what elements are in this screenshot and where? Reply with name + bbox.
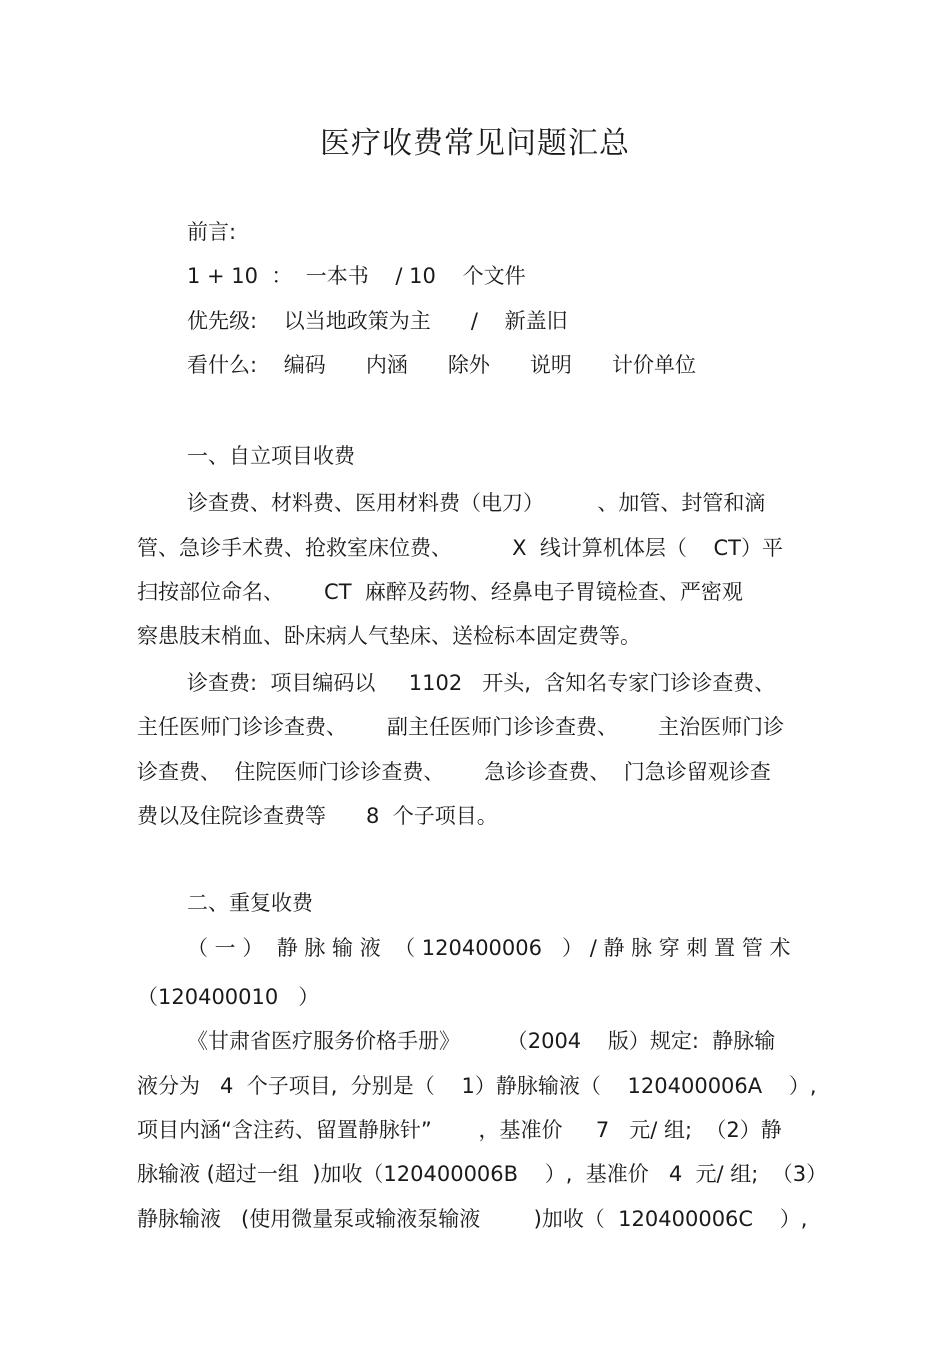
- paragraph-line: 扫按部位命名、 CT 麻醉及药物、经鼻电子胃镜检查、严密观: [137, 580, 743, 604]
- subsection-heading: （120400010 ）: [137, 985, 320, 1009]
- paragraph-line: 诊查费、 住院医师门诊诊查费、 急诊诊查费、 门急诊留观诊查: [137, 760, 771, 784]
- paragraph-line: 诊查费: 项目编码以 1102 开头, 含知名专家门诊诊查费、: [187, 671, 776, 695]
- paragraph-line: 诊查费、材料费、医用材料费（电刀） 、加管、封管和滴: [187, 491, 766, 515]
- subsection-heading: （ 一 ） 静 脉 输 液 （ 120400006 ） / 静 脉 穿 刺 置 管 术: [187, 936, 791, 960]
- preface-line: 看什么: 编码 内涵 除外 说明 计价单位: [187, 353, 696, 377]
- preface-line: 1 + 10 ： 一本书 / 10 个文件: [187, 264, 526, 288]
- paragraph-line: 察患肢末梢血、卧床病人气垫床、送检标本固定费等。: [137, 624, 641, 648]
- paragraph-line: 脉输液 (超过一组 )加收（120400006B ）, 基准价 4 元/ 组; （3）: [137, 1162, 828, 1186]
- paragraph-line: 液分为 4 个子项目, 分别是（ 1）静脉输液（ 120400006A ）,: [137, 1074, 817, 1098]
- section-heading: 二、重复收费: [187, 891, 313, 915]
- document-title: 医疗收费常见问题汇总: [320, 126, 630, 161]
- paragraph-line: 项目内涵“含注药、留置静脉针” ，基准价 7 元/ 组; （2）静: [137, 1118, 782, 1142]
- paragraph-line: 主任医师门诊诊查费、 副主任医师门诊诊查费、 主治医师门诊: [137, 715, 785, 739]
- paragraph-line: 费以及住院诊查费等 8 个子项目。: [137, 804, 498, 828]
- paragraph-line: 静脉输液 (使用微量泵或输液泵输液 )加收（ 120400006C ）,: [137, 1207, 808, 1231]
- preface-label: 前言:: [187, 220, 237, 244]
- preface-line: 优先级: 以当地政策为主 / 新盖旧: [187, 309, 568, 333]
- paragraph-line: 《甘肃省医疗服务价格手册》 （2004 版）规定: 静脉输: [187, 1029, 776, 1053]
- section-heading: 一、自立项目收费: [187, 444, 355, 468]
- paragraph-line: 管、急诊手术费、抢救室床位费、 X 线计算机体层（ CT）平: [137, 536, 784, 560]
